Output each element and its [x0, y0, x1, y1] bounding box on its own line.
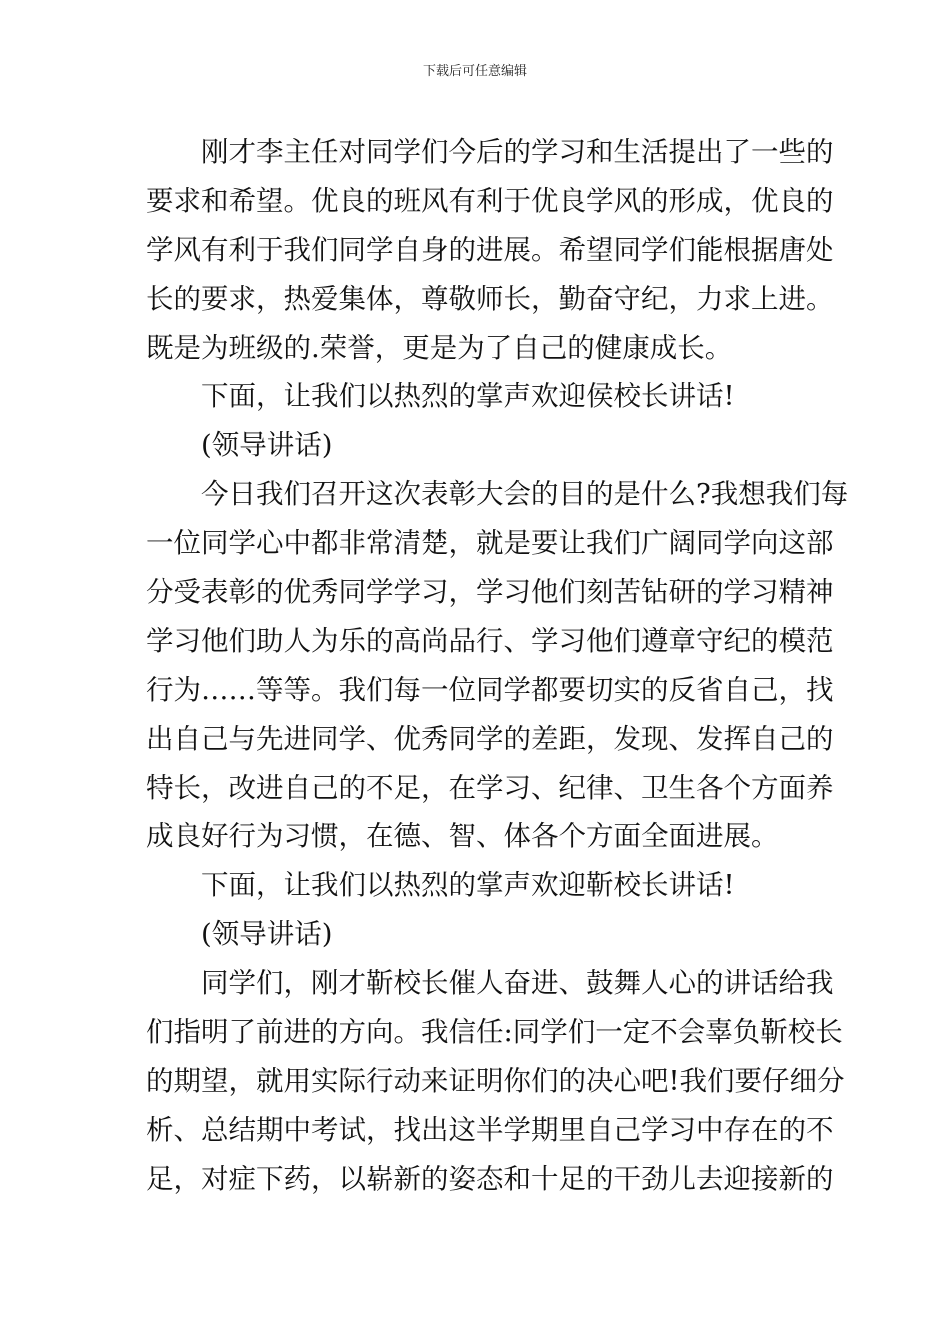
paragraph-line: 特长，改进自己的不足，在学习、纪律、卫生各个方面养 [146, 771, 834, 804]
paragraph-line: 同学们，刚才靳校长催人奋进、鼓舞人心的讲话给我 [201, 967, 834, 1000]
paragraph-line: 学风有利于我们同学自身的进展。希望同学们能根据唐处 [146, 233, 834, 266]
paragraph-line: 学习他们助人为乐的高尚品行、学习他们遵章守纪的模范 [146, 624, 834, 657]
paragraph-line: 行为……等等。我们每一位同学都要切实的反省自己，找 [146, 673, 834, 706]
paragraph-line: 析、总结期中考试，找出这半学期里自己学习中存在的不 [146, 1113, 834, 1146]
paragraph-line: 成良好行为习惯，在德、智、体各个方面全面进展。 [146, 820, 779, 853]
paragraph-line: 要求和希望。优良的班风有利于优良学风的形成，优良的 [146, 184, 834, 217]
paragraph-line: 既是为班级的.荣誉，更是为了自己的健康成长。 [146, 331, 733, 364]
paragraph-line: 刚才李主任对同学们今后的学习和生活提出了一些的 [201, 136, 834, 168]
paragraph-line: 下面，让我们以热烈的掌声欢迎靳校长讲话! [201, 869, 735, 902]
paragraph-line: 分受表彰的优秀同学学习，学习他们刻苦钻研的学习精神 [146, 576, 834, 609]
paragraph-line: 出自己与先进同学、优秀同学的差距，发现、发挥自己的 [146, 722, 834, 755]
paragraph-line: 长的要求，热爱集体，尊敬师长，勤奋守纪，力求上进。 [146, 282, 834, 315]
paragraph-line: 今日我们召开这次表彰大会的目的是什么?我想我们每 [201, 478, 849, 511]
paragraph-line: (领导讲话) [201, 429, 333, 462]
paragraph-line: 一位同学心中都非常清楚，就是要让我们广阔同学向这部 [146, 527, 834, 560]
paragraph-line: 足，对症下药，以崭新的姿态和十足的干劲儿去迎接新的 [146, 1162, 834, 1195]
paragraph-line: (领导讲话) [201, 918, 333, 951]
header-note: 下载后可任意编辑 [422, 64, 527, 79]
paragraph-line: 下面，让我们以热烈的掌声欢迎侯校长讲话! [201, 380, 735, 413]
paragraph-line: 的期望，就用实际行动来证明你们的决心吧!我们要仔细分 [146, 1064, 845, 1097]
paragraph-line: 们指明了前进的方向。我信任:同学们一定不会辜负靳校长 [146, 1016, 843, 1049]
document-body [146, 128, 849, 1204]
